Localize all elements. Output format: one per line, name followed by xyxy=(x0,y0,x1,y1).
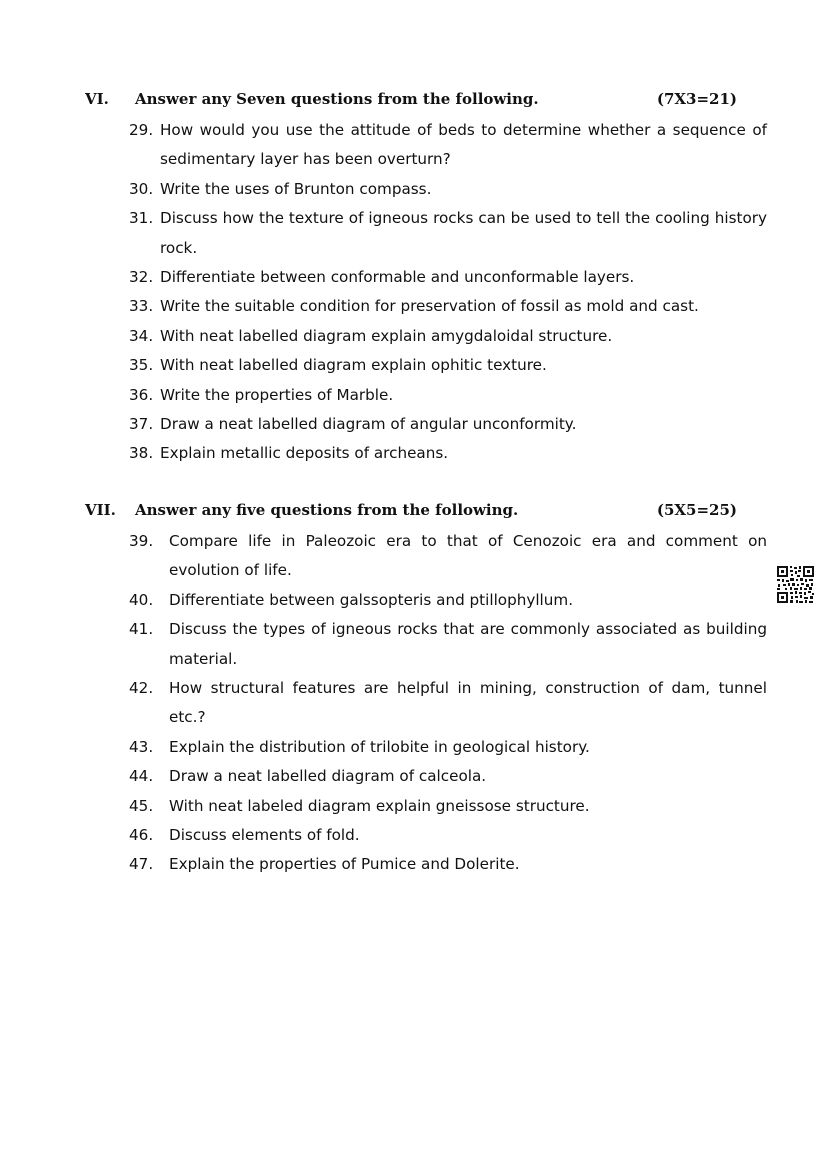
section-vii-header xyxy=(85,498,767,522)
question-text: With neat labelled diagram explain amygdaloidal structure. xyxy=(160,326,613,345)
section-instruction: Answer any Seven questions from the following. xyxy=(135,90,539,108)
question-number: 46. xyxy=(129,826,154,845)
question-text: With neat labelled diagram explain ophitic texture. xyxy=(160,356,547,375)
question-item xyxy=(85,850,767,879)
question-number: 30. xyxy=(129,179,154,198)
question-list xyxy=(85,527,767,880)
question-number: 47. xyxy=(129,855,154,874)
question-item xyxy=(85,792,767,821)
section-number: VI. xyxy=(85,90,109,108)
question-item xyxy=(85,351,767,380)
question-item xyxy=(85,381,767,410)
question-text: Differentiate between galssopteris and ptillophyllum. xyxy=(169,590,574,609)
question-item xyxy=(85,527,767,586)
question-text: How structural features are helpful in mining, construction of dam, tunnel etc.? xyxy=(169,679,767,727)
question-text: Differentiate between conformable and unconformable layers. xyxy=(160,268,635,287)
section-instruction: Answer any five questions from the following. xyxy=(135,501,519,519)
question-number: 45. xyxy=(129,796,154,815)
section-marks: (7X3=21) xyxy=(656,90,737,108)
question-text: With neat labeled diagram explain gneissose structure. xyxy=(169,796,590,815)
question-text: Write the properties of Marble. xyxy=(160,385,394,404)
question-text: Draw a neat labelled diagram of calceola. xyxy=(169,767,487,786)
question-number: 38. xyxy=(129,444,154,463)
question-text: Explain the distribution of trilobite in geological history. xyxy=(169,737,590,756)
question-item xyxy=(85,586,767,615)
qr-code-icon xyxy=(776,565,815,604)
question-list xyxy=(85,116,767,469)
question-item xyxy=(85,116,767,175)
question-number: 31. xyxy=(129,209,154,228)
question-number: 37. xyxy=(129,415,154,434)
question-text: Discuss elements of fold. xyxy=(169,826,360,845)
question-number: 40. xyxy=(129,590,154,609)
question-number: 29. xyxy=(129,121,154,139)
question-text: Write the uses of Brunton compass. xyxy=(160,179,432,198)
question-text: Compare life in Paleozoic era to that of Cenozoic era and comment on evolution of life. xyxy=(169,532,767,580)
section-number: VII. xyxy=(85,501,116,519)
question-item xyxy=(85,762,767,791)
question-number: 43. xyxy=(129,737,154,756)
question-text: Explain the properties of Pumice and Dolerite. xyxy=(169,855,520,874)
question-item xyxy=(85,821,767,850)
question-item xyxy=(85,175,767,204)
question-number: 41. xyxy=(129,620,154,639)
question-number: 36. xyxy=(129,385,154,404)
question-item xyxy=(85,292,767,321)
question-number: 42. xyxy=(129,679,154,698)
question-item xyxy=(85,204,767,263)
question-number: 32. xyxy=(129,268,154,287)
section-vi xyxy=(85,87,767,469)
question-number: 35. xyxy=(129,356,154,375)
question-text: Draw a neat labelled diagram of angular unconformity. xyxy=(160,415,577,434)
section-vi-header xyxy=(85,87,767,111)
question-item xyxy=(85,615,767,674)
question-number: 39. xyxy=(129,532,154,550)
question-text: Discuss how the texture of igneous rocks can be used to tell the cooling history rock. xyxy=(160,209,767,257)
question-item xyxy=(85,674,767,733)
question-item xyxy=(85,263,767,292)
question-number: 33. xyxy=(129,297,154,316)
section-marks: (5X5=25) xyxy=(656,501,737,519)
section-vii xyxy=(85,498,767,880)
question-text: Discuss the types of igneous rocks that are commonly associated as building material. xyxy=(169,620,767,668)
question-item xyxy=(85,410,767,439)
question-number: 34. xyxy=(129,326,154,345)
question-text: Explain metallic deposits of archeans. xyxy=(160,444,449,463)
question-text: How would you use the attitude of beds to determine whether a sequence of sedimentary layer has been overturn? xyxy=(160,121,767,169)
question-item xyxy=(85,733,767,762)
question-item xyxy=(85,322,767,351)
question-number: 44. xyxy=(129,767,154,786)
question-item xyxy=(85,439,767,468)
question-text: Write the suitable condition for preservation of fossil as mold and cast. xyxy=(160,297,699,316)
